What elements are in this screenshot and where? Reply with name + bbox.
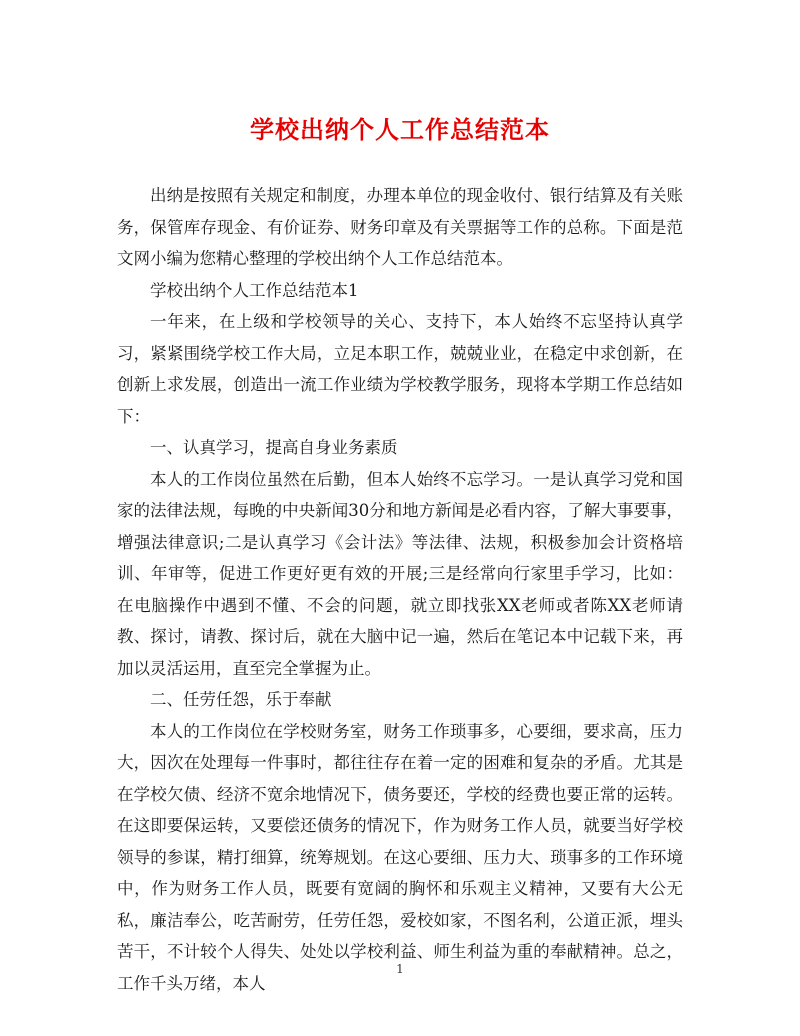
section-heading-sample-1: 学校出纳个人工作总结范本1: [150, 280, 359, 300]
section-heading-dedication: 二、任劳任怨，乐于奉献: [150, 690, 332, 709]
intro-paragraph: 出纳是按照有关规定和制度，办理本单位的现金收付、银行结算及有关账务，保管库存现金、有价证券、财务印章及有关票据等工作的总称。下面是范文网小编为您精心整理的学校出纳个人工作总结范本。: [117, 186, 683, 268]
document-body: [117, 180, 683, 999]
dedication-paragraph: 本人的工作岗位在学校财务室，财务工作琐事多，心要细，要求高，压力大，因次在处理每一件事时，都往往存在着一定的困难和复杂的矛盾。尤其是在学校欠债、经济不宽余地情况下，债务要还，学校的经费也要正常的运转。在这即要保运转，又要偿还债务的情况下，作为财务工作人员，就要当好学校领导的参谋，精打细算，统筹规划。在这心要细、压力大、琐事多的工作环境中，作为财务工作人员，既要有宽阔的胸怀和乐观主义精神，又要有大公无私，廉洁奉公，吃苦耐劳，任劳任怨，爱校如家，不图名利，公道正派，埋头苦干，不计较个人得失、处处以学校利益、师生利益为重的奉献精神。总之，工作千头万绪，本人: [117, 721, 683, 993]
section-heading-study: 一、认真学习，提高自身业务素质: [150, 438, 398, 457]
page-number: 1: [396, 962, 404, 976]
study-paragraph: 本人的工作岗位虽然在后勤，但本人始终不忘学习。一是认真学习党和国家的法律法规，每晚的中央新闻30分和地方新闻是必看内容，了解大事要事，增强法律意识;二是认真学习《会计法》等法律、法规，积极参加会计资格培训、年审等，促进工作更好更有效的开展;三是经常向行家里手学习，比如：在电脑操作中遇到不懂、不会的问题，就立即找张XX老师或者陈XX老师请教、探讨，请教、探讨后，就在大脑中记一遍，然后在笔记本中记载下来，再加以灵活运用，直至完全掌握为止。: [117, 469, 683, 678]
summary-paragraph: 一年来，在上级和学校领导的关心、支持下，本人始终不忘坚持认真学习，紧紧围绕学校工作大局，立足本职工作，兢兢业业，在稳定中求创新，在创新上求发展，创造出一流工作业绩为学校教学服务，现将本学期工作总结如下：: [117, 312, 683, 426]
document-title: 学校出纳个人工作总结范本: [250, 115, 550, 144]
